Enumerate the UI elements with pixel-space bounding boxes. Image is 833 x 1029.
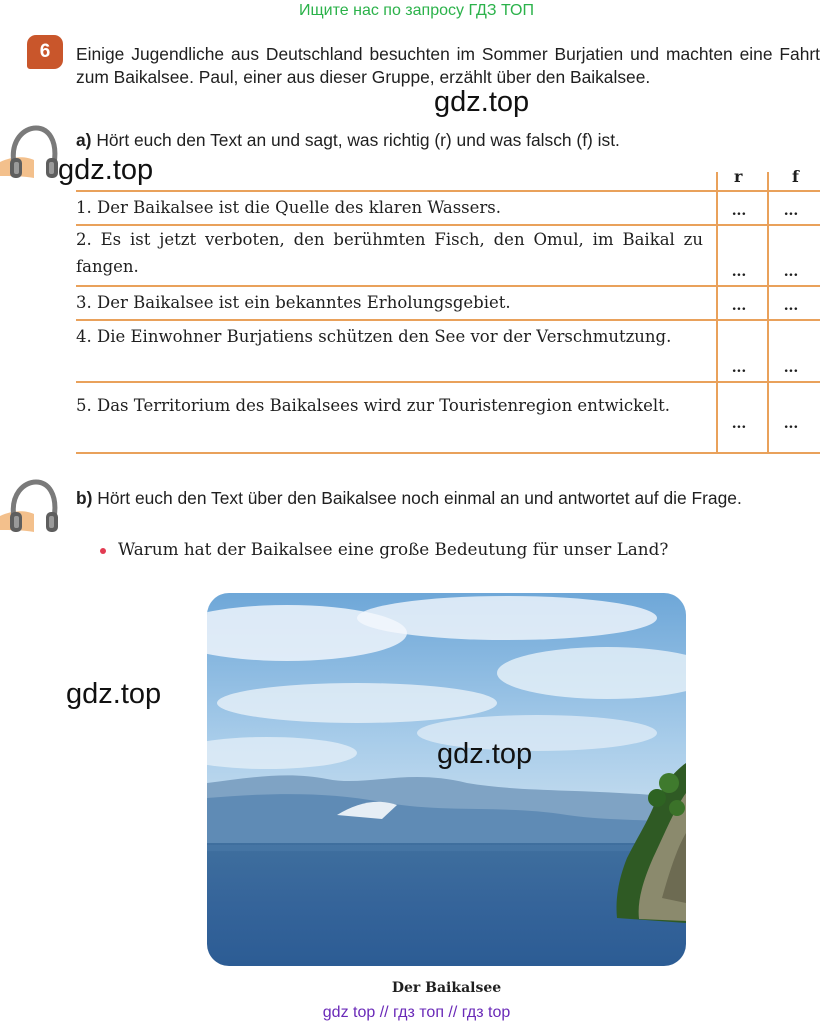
watermark: gdz.top <box>58 154 154 186</box>
table-rule <box>76 285 820 287</box>
task-a-text: Hört euch den Text an und sagt, was richtig (r) und was falsch (f) ist. <box>96 130 620 150</box>
task-b-marker: b) <box>76 488 93 508</box>
table-rule <box>76 319 820 321</box>
baikal-photo <box>207 593 686 966</box>
column-header-f: f <box>792 167 799 186</box>
table-column-divider <box>716 172 718 454</box>
task-b <box>76 487 820 510</box>
answer-f-blank[interactable]: ... <box>783 360 799 376</box>
answer-r-blank[interactable]: ... <box>731 298 747 314</box>
exercise-intro: Einige Jugendliche aus Deutschland besuchten im Sommer Burjatien und machten eine Fahrt zum Baikalsee. Paul, einer aus dieser Gruppe, erzählt über den Baikalsee. <box>76 44 820 87</box>
table-row-text: 5. Das Territorium des Baikalsees wird zur Touristenregion entwickelt. <box>76 396 671 415</box>
photo-caption: Der Baikalsee <box>391 980 502 996</box>
table-rule <box>76 190 820 192</box>
answer-f-blank[interactable]: ... <box>783 264 799 280</box>
task-b-question: Warum hat der Baikalsee eine große Bedeutung für unser Land? <box>118 539 669 559</box>
answer-r-blank[interactable]: ... <box>731 264 747 280</box>
table-rule <box>76 381 820 383</box>
table-column-divider <box>767 172 769 454</box>
answer-r-blank[interactable]: ... <box>731 203 747 219</box>
exercise-number-badge: 6 <box>27 35 63 69</box>
task-a <box>76 129 620 152</box>
answer-f-blank[interactable]: ... <box>783 416 799 432</box>
watermark: gdz.top <box>434 86 530 118</box>
answer-r-blank[interactable]: ... <box>731 360 747 376</box>
bullet-icon <box>100 548 106 554</box>
table-row-text: 4. Die Einwohner Burjatiens schützen den See vor der Verschmutzung. <box>76 327 672 346</box>
answer-r-blank[interactable]: ... <box>731 416 747 432</box>
task-a-marker: a) <box>76 130 92 150</box>
top-banner[interactable]: Ищите нас по запросу ГДЗ ТОП <box>299 2 534 19</box>
watermark: gdz.top <box>437 738 533 770</box>
headphones-icon[interactable] <box>0 476 62 540</box>
footer-watermark[interactable]: gdz top // гдз топ // гдз top <box>322 1004 511 1021</box>
answer-f-blank[interactable]: ... <box>783 298 799 314</box>
headphones-icon[interactable] <box>0 122 62 186</box>
table-row-text: 2. Es ist jetzt verboten, den berühmten Fisch, den Omul, im Baikal zu fangen. <box>76 230 703 276</box>
table-row-text: 3. Der Baikalsee ist ein bekanntes Erholungsgebiet. <box>76 293 511 312</box>
table-row-text: 1. Der Baikalsee ist die Quelle des klaren Wassers. <box>76 198 501 217</box>
watermark: gdz.top <box>66 678 162 710</box>
answer-f-blank[interactable]: ... <box>783 203 799 219</box>
table-rule <box>76 452 820 454</box>
column-header-r: r <box>734 167 743 186</box>
task-b-text: Hört euch den Text über den Baikalsee noch einmal an und antwortet auf die Frage. <box>97 488 742 508</box>
